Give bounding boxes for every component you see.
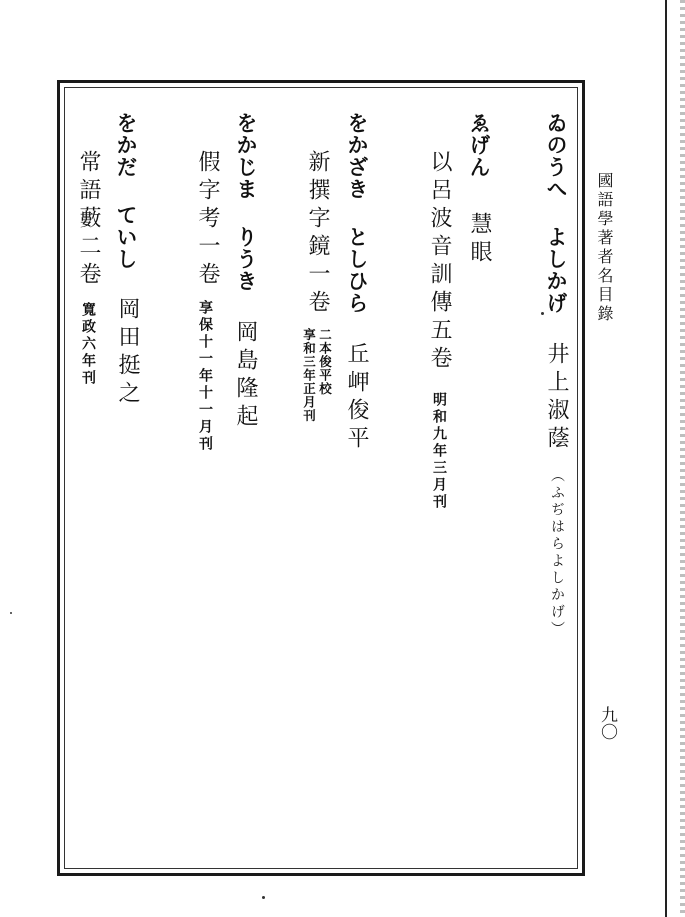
scan-speck: [262, 896, 265, 899]
page-edge-shadow: [680, 0, 685, 917]
entry-reading: をかだ ていし: [114, 112, 139, 270]
entry-author-name: 岡田挺之: [115, 297, 140, 409]
entry-author-name-reading: （ふぢはらよしかげ）: [549, 468, 565, 638]
page-number: 九〇: [597, 706, 617, 740]
entry-reading: をかじま りうき: [234, 112, 259, 292]
entry-work-title: 常語藪二卷: [76, 150, 101, 290]
entry-reading: ゑげん: [467, 112, 492, 178]
entry-reading: ゐのうへ よしかげ: [544, 112, 569, 314]
entry-author-name: 丘岬俊平: [344, 342, 369, 454]
entry-reading: をかざき としひら: [345, 112, 370, 314]
page-edge: [665, 0, 667, 917]
entry-work-note: 享和三年正月刊: [301, 328, 317, 423]
entry-author-name: 岡島隆起: [233, 320, 258, 432]
entry-work-note: 二本俊平校: [317, 328, 333, 396]
entry-author-name: 慧眼: [467, 212, 492, 268]
entry-author-name: 井上淑蔭: [544, 342, 569, 454]
entry-work-note: 寬政六年刊: [80, 302, 96, 387]
entry-work-title: 以呂波音訓傳五卷: [427, 150, 452, 374]
entry-work-title: 新撰字鏡一卷: [305, 150, 330, 318]
entry-work-title: 假字考一卷: [195, 150, 220, 290]
scan-speck: [541, 312, 544, 315]
entry-work-note: 享保十一年十一月刊: [197, 300, 213, 453]
running-title: 國語學著者名目錄: [595, 172, 614, 324]
scan-speck: [10, 612, 12, 614]
entry-work-note: 明和九年三月刊: [431, 392, 447, 511]
